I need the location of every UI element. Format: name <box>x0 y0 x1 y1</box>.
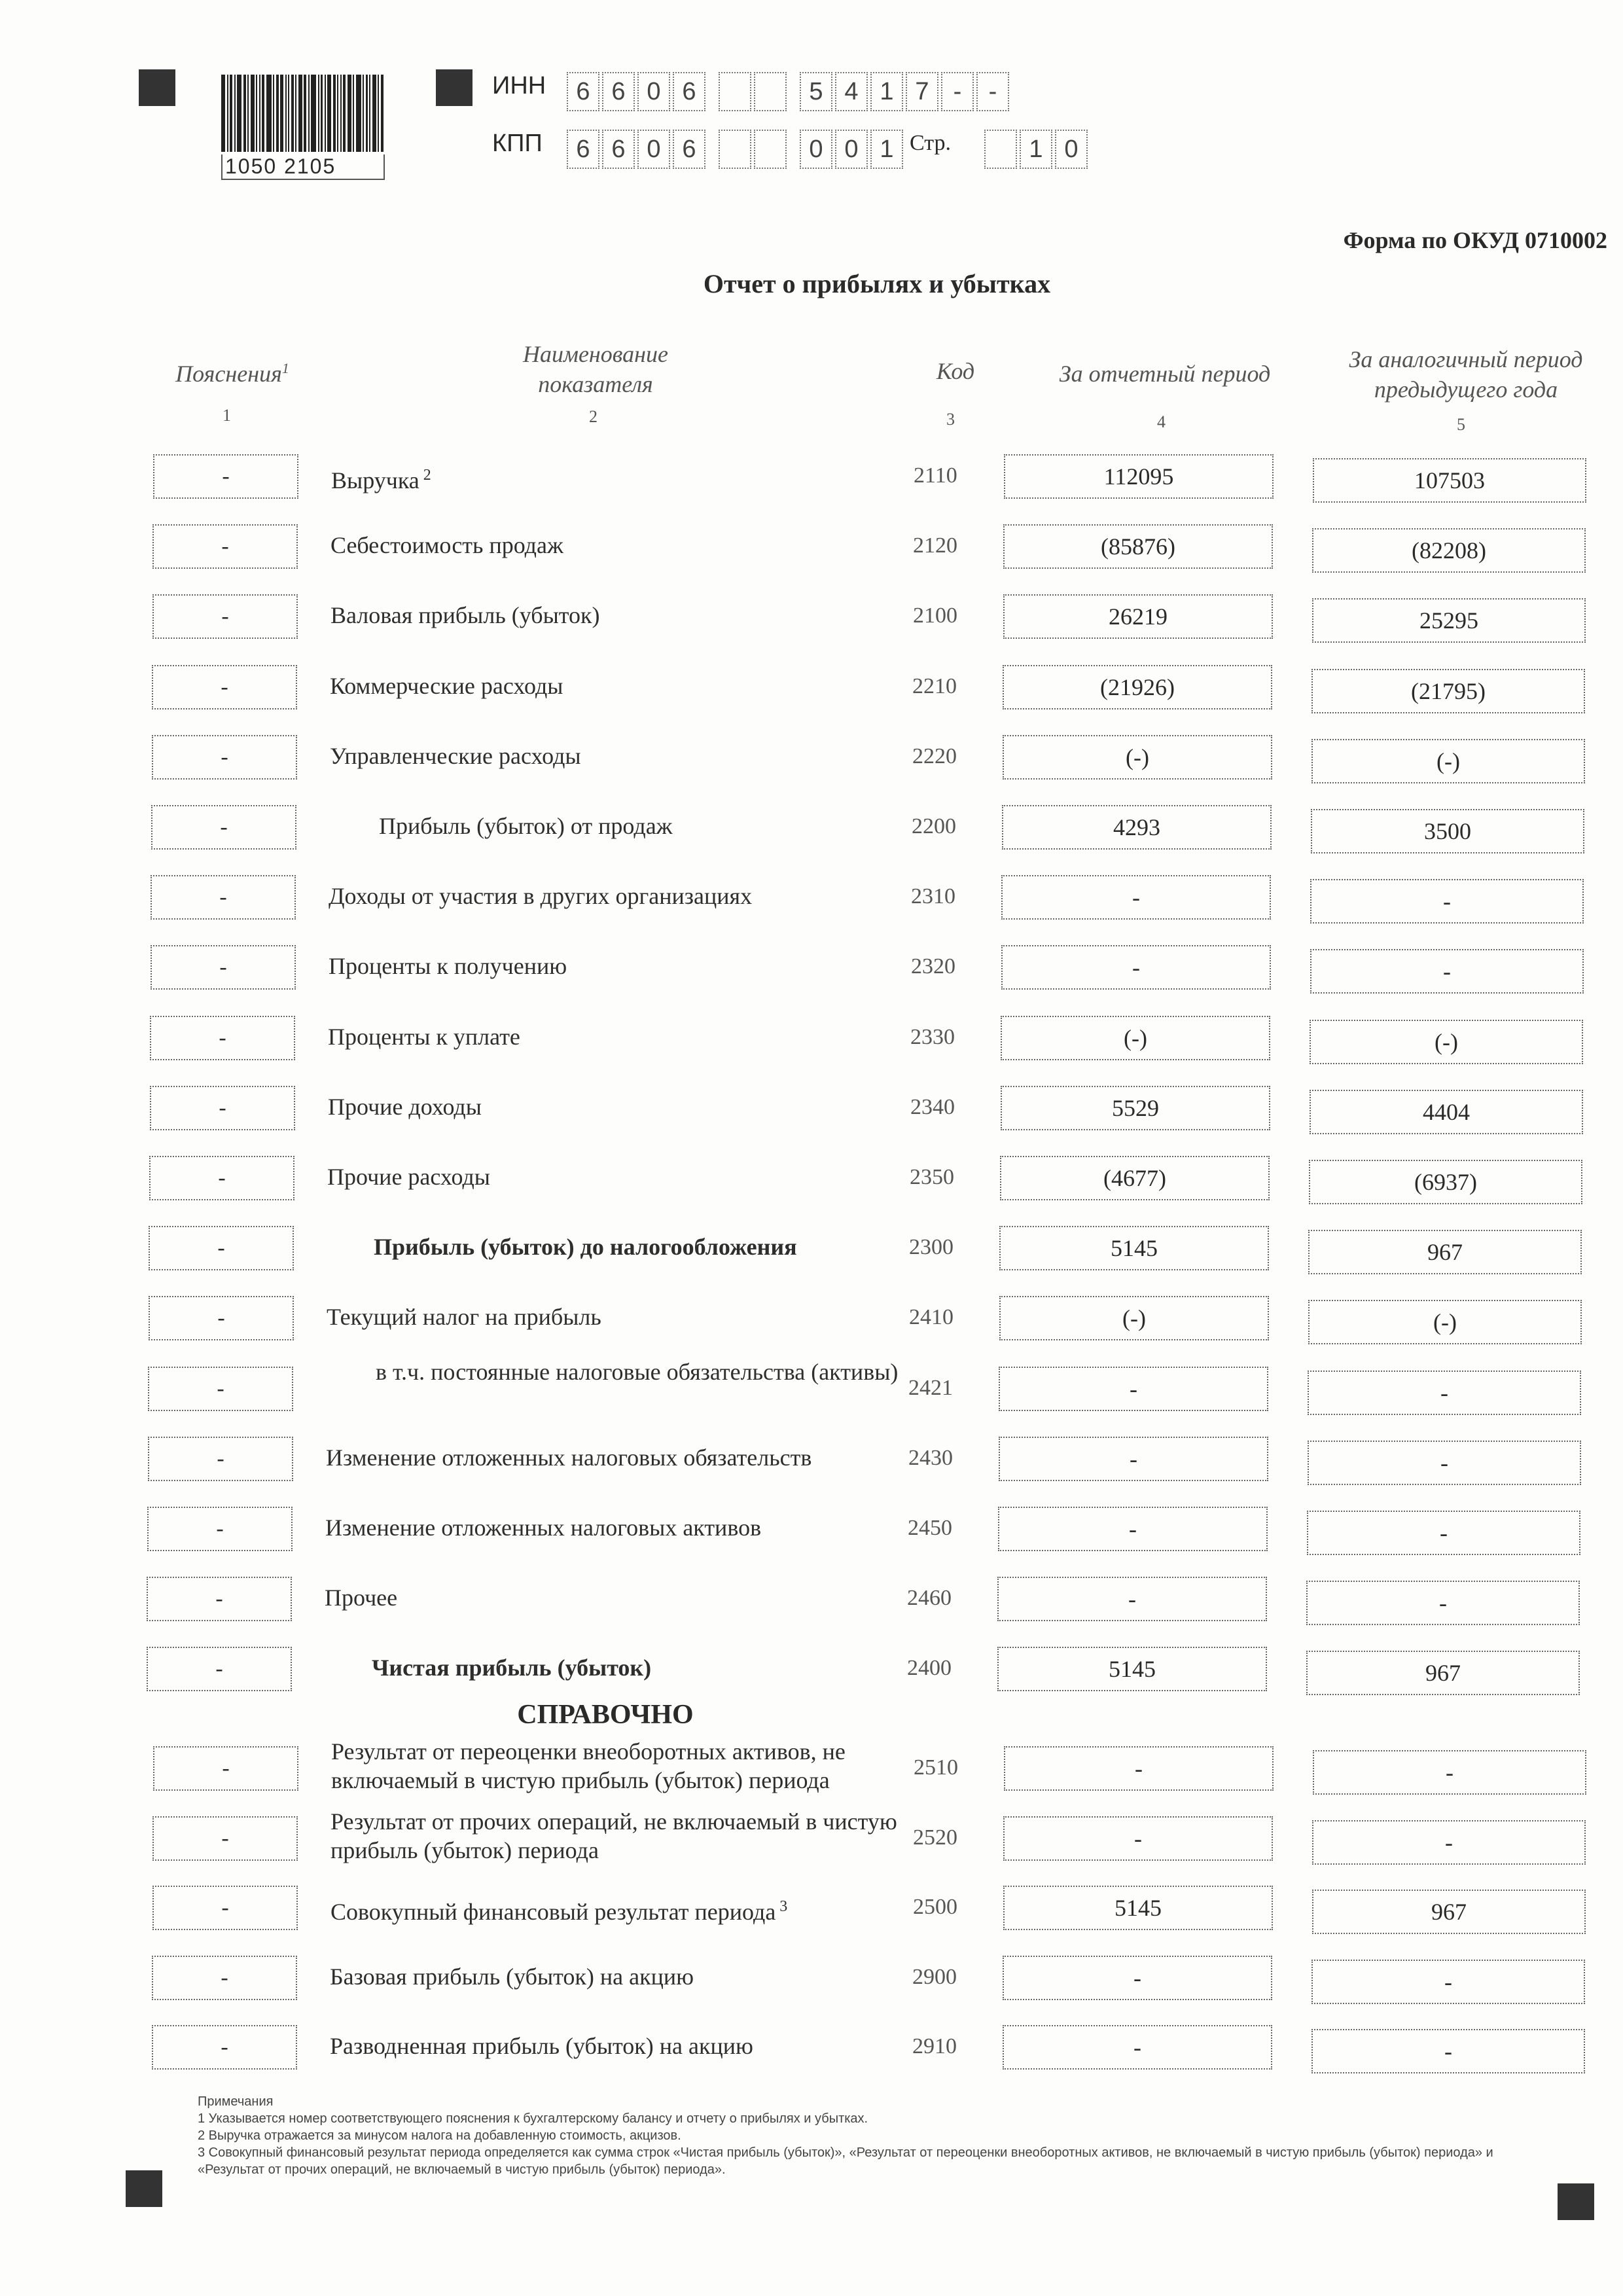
page-label: Стр. <box>910 131 952 155</box>
barcode-bar <box>308 75 310 152</box>
digit-cell: 6 <box>602 130 635 169</box>
report-row <box>0 735 1623 787</box>
indicator-text: Прочие расходы <box>327 1164 490 1190</box>
digit-cell: 6 <box>567 72 599 111</box>
col-header-code: Код <box>936 358 975 384</box>
value-previous-period: - <box>1310 949 1584 994</box>
line-code: 2220 <box>912 744 957 768</box>
indicator-text: Результат от переоценки внеоборотных активов, не включаемый в чистую прибыль (убыток) периода <box>331 1738 846 1793</box>
explanation-cell: - <box>152 1816 298 1861</box>
explanation-cell: - <box>151 945 296 990</box>
digit-cell: 1 <box>870 72 903 111</box>
barcode-bar <box>337 75 338 152</box>
value-current-period: 112095 <box>1004 454 1274 499</box>
report-row <box>0 1507 1623 1559</box>
value-current-period: (-) <box>1001 1016 1270 1060</box>
report-row <box>0 594 1623 647</box>
indicator-label <box>331 1737 907 1795</box>
explanation-cell: - <box>149 1296 294 1340</box>
explanation-cell: - <box>150 1086 295 1130</box>
barcode-bar <box>234 75 236 152</box>
value-previous-period: - <box>1308 1371 1581 1415</box>
explanation-cell: - <box>147 1647 292 1691</box>
line-code: 2330 <box>910 1024 955 1049</box>
indicator-text: Проценты к уплате <box>328 1023 520 1050</box>
report-row <box>0 1738 1623 1799</box>
line-code: 2500 <box>913 1895 957 1919</box>
digit-cell: - <box>976 72 1009 111</box>
indicator-label <box>330 672 866 700</box>
value-current-period: - <box>1003 2025 1272 2070</box>
report-row <box>0 1808 1623 1869</box>
digit-cell: 5 <box>800 72 832 111</box>
digit-cell: 6 <box>602 72 635 111</box>
indicator-label <box>376 1357 912 1386</box>
line-code: 2900 <box>912 1964 957 1989</box>
line-code: 2340 <box>910 1094 955 1119</box>
indicator-text: Выручка <box>331 467 419 493</box>
value-current-period: - <box>1001 945 1271 990</box>
digit-cell: 4 <box>835 72 868 111</box>
barcode-bar <box>356 75 361 152</box>
barcode-bar <box>227 75 228 152</box>
report-row <box>0 945 1623 997</box>
col-num-2: 2 <box>589 407 597 426</box>
indicator-text: Коммерческие расходы <box>330 672 563 699</box>
value-previous-period: - <box>1312 1820 1586 1865</box>
indicator-text: Базовая прибыль (убыток) на акцию <box>330 1963 694 1990</box>
barcode-bar <box>230 75 232 152</box>
line-code: 2300 <box>909 1235 954 1260</box>
indicator-text: в т.ч. постоянные налоговые обязательства (активы) <box>376 1358 899 1385</box>
col-header-indicator: Наименование показателя <box>522 341 669 397</box>
col-header-previous: За аналогичный период предыдущего года <box>1349 346 1583 403</box>
digit-cell: 6 <box>567 130 599 169</box>
indicator-label <box>327 1302 863 1331</box>
value-current-period: 5145 <box>999 1226 1269 1270</box>
line-code: 2210 <box>912 673 957 698</box>
barcode-bar <box>280 75 284 152</box>
value-previous-period: (21795) <box>1311 669 1585 713</box>
value-previous-period: - <box>1313 1750 1586 1795</box>
document-title: Отчет о прибылях и убытках <box>703 269 1051 298</box>
indicator-text: Валовая прибыль (убыток) <box>330 602 600 629</box>
report-row <box>0 1156 1623 1208</box>
value-current-period: - <box>1003 1956 1272 2000</box>
indicator-label <box>330 601 867 630</box>
report-row <box>0 1296 1623 1348</box>
value-current-period: 4293 <box>1002 805 1272 850</box>
barcode-bar <box>298 75 302 152</box>
barcode-bar <box>353 75 354 152</box>
footnote-2: 2 Выручка отражается за минусом налога на добавленную стоимость, акцизов. <box>198 2128 681 2143</box>
line-code: 2120 <box>913 533 957 558</box>
barcode-bar <box>291 75 294 152</box>
report-row <box>0 665 1623 717</box>
value-previous-period: 25295 <box>1312 598 1586 643</box>
barcode-bar <box>366 75 368 152</box>
line-code: 2520 <box>913 1825 957 1850</box>
barcode-bar <box>273 75 274 152</box>
value-previous-period: 4404 <box>1310 1090 1583 1134</box>
footnote-marker: 3 <box>779 1898 788 1915</box>
barcode-bars <box>221 75 385 152</box>
explanation-cell: - <box>152 594 298 639</box>
value-previous-period: 967 <box>1312 1890 1586 1934</box>
digit-cell <box>984 130 1017 169</box>
value-previous-period: - <box>1307 1511 1580 1555</box>
indicator-label <box>330 2032 906 2060</box>
report-row <box>0 1886 1623 1938</box>
report-row <box>0 1086 1623 1138</box>
report-row <box>0 524 1623 577</box>
indicator-text: Текущий налог на прибыль <box>327 1304 601 1331</box>
barcode-bar <box>321 75 323 152</box>
barcode-bar <box>363 75 364 152</box>
indicator-label <box>330 531 867 560</box>
barcode <box>221 75 385 179</box>
corner-marker-top-right <box>436 69 473 106</box>
report-row <box>0 454 1623 507</box>
barcode-bar <box>266 75 272 152</box>
line-code: 2910 <box>912 2034 957 2058</box>
footnote-1: 1 Указывается номер соответствующего пояснения к бухгалтерскому балансу и отчету о прибылях и убытках. <box>198 2111 868 2126</box>
report-row <box>0 1016 1623 1068</box>
barcode-bar <box>333 75 336 152</box>
value-current-period: - <box>999 1367 1268 1411</box>
report-row <box>0 805 1623 857</box>
line-code: 2400 <box>907 1656 952 1681</box>
barcode-bar <box>369 75 370 152</box>
indicator-text: Разводненная прибыль (убыток) на акцию <box>330 2033 753 2059</box>
explanation-cell: - <box>153 1746 298 1791</box>
digit-cell: 0 <box>800 130 832 169</box>
line-code: 2350 <box>910 1165 954 1189</box>
indicator-text: Совокупный финансовый результат периода <box>330 1899 776 1925</box>
value-current-period: (4677) <box>1000 1156 1270 1200</box>
barcode-bar <box>247 75 249 152</box>
barcode-bar <box>276 75 279 152</box>
form-okud-code: Форма по ОКУД 0710002 <box>1343 227 1607 253</box>
value-current-period: - <box>1003 1816 1273 1861</box>
explanation-cell: - <box>148 1437 293 1481</box>
indicator-text: Управленческие расходы <box>330 742 581 769</box>
barcode-bar <box>262 75 264 152</box>
explanation-cell: - <box>152 735 297 780</box>
value-previous-period: 107503 <box>1313 458 1586 503</box>
corner-marker-bottom-left <box>126 2170 162 2207</box>
report-row <box>0 1226 1623 1278</box>
digit-cell <box>719 130 751 169</box>
indicator-label <box>327 1162 864 1191</box>
indicator-text: Прочие доходы <box>328 1093 482 1120</box>
barcode-bar <box>381 75 383 152</box>
indicator-label <box>379 812 916 840</box>
section-title-reference: СПРАВОЧНО <box>517 1700 694 1730</box>
kpp-cells <box>567 130 906 169</box>
kpp-label: КПП <box>492 130 543 157</box>
corner-marker-bottom-right <box>1558 2183 1594 2220</box>
digit-cell: 0 <box>1055 130 1088 169</box>
footnotes <box>198 2093 1520 2178</box>
value-current-period: 5529 <box>1001 1086 1270 1130</box>
line-code: 2450 <box>908 1516 952 1540</box>
value-current-period: - <box>1001 875 1271 920</box>
barcode-bar <box>221 75 225 152</box>
col-header-explanations: Пояснения$^1$ <box>175 360 289 387</box>
line-code: 2410 <box>909 1305 954 1330</box>
explanation-cell: - <box>152 524 298 569</box>
indicator-label <box>328 1022 865 1051</box>
col-num-1: 1 <box>223 406 231 425</box>
page-cells <box>984 130 1090 169</box>
barcode-bar <box>243 75 246 152</box>
explanation-cell: - <box>149 1156 294 1200</box>
barcode-bar <box>295 75 296 152</box>
barcode-bar <box>318 75 319 152</box>
indicator-text: Прибыль (убыток) до налогообложения <box>374 1234 797 1261</box>
explanation-cell: - <box>151 875 296 920</box>
indicator-label <box>331 461 868 495</box>
report-row <box>0 1577 1623 1629</box>
indicator-label <box>328 1092 865 1121</box>
value-previous-period: 3500 <box>1311 809 1584 853</box>
digit-cell <box>754 130 787 169</box>
value-previous-period: 967 <box>1306 1651 1580 1695</box>
digit-cell <box>754 72 787 111</box>
indicator-text: Чистая прибыль (убыток) <box>372 1655 652 1681</box>
line-code: 2100 <box>913 603 957 628</box>
indicator-label <box>325 1583 861 1612</box>
col-num-5: 5 <box>1457 415 1465 434</box>
explanation-cell: - <box>153 454 298 499</box>
indicator-text: Доходы от участия в других организациях <box>329 883 753 910</box>
value-previous-period: (-) <box>1310 1020 1583 1064</box>
value-previous-period: (-) <box>1308 1300 1582 1344</box>
explanation-cell: - <box>152 1886 298 1930</box>
explanation-cell: - <box>152 2025 297 2070</box>
col-header-current: За отчетный период <box>1059 361 1271 387</box>
barcode-bar <box>372 75 376 152</box>
indicator-text: Прибыль (убыток) от продаж <box>379 813 673 839</box>
barcode-bar <box>288 75 289 152</box>
barcode-bar <box>251 75 255 152</box>
report-row <box>0 1956 1623 2008</box>
indicator-text: Результат от прочих операций, не включаемый в чистую прибыль (убыток) периода <box>330 1808 897 1863</box>
digit-cell: 6 <box>673 130 705 169</box>
barcode-bar <box>378 75 379 152</box>
report-row <box>0 875 1623 927</box>
footnote-marker: 2 <box>423 467 431 484</box>
value-previous-period: (82208) <box>1312 528 1586 573</box>
value-current-period: - <box>998 1507 1268 1551</box>
barcode-bar <box>343 75 346 152</box>
explanation-cell: - <box>152 665 297 709</box>
barcode-bar <box>325 75 326 152</box>
line-code: 2421 <box>908 1375 953 1400</box>
indicator-label <box>325 1513 862 1542</box>
indicator-label <box>330 1962 906 1991</box>
value-previous-period: (-) <box>1311 739 1585 783</box>
line-code: 2460 <box>907 1586 952 1611</box>
digit-cell: 0 <box>637 72 670 111</box>
indicator-label <box>330 1807 906 1865</box>
value-current-period: (21926) <box>1003 665 1272 709</box>
corner-marker-top-left <box>139 69 175 106</box>
inn-label: ИНН <box>492 72 546 99</box>
explanation-cell: - <box>148 1367 293 1411</box>
inn-cells <box>567 72 1012 111</box>
barcode-bar <box>285 75 287 152</box>
value-current-period: 5145 <box>1003 1886 1273 1930</box>
value-current-period: - <box>1004 1746 1274 1791</box>
barcode-bar <box>256 75 257 152</box>
line-code: 2310 <box>911 884 955 909</box>
indicator-text: Проценты к получению <box>329 953 567 980</box>
explanation-cell: - <box>149 1226 294 1270</box>
barcode-bar <box>348 75 351 152</box>
digit-cell: 0 <box>835 130 868 169</box>
digit-cell: 7 <box>906 72 938 111</box>
value-current-period: 26219 <box>1003 594 1273 639</box>
report-row <box>0 2025 1623 2077</box>
digit-cell <box>719 72 751 111</box>
col-num-3: 3 <box>946 410 955 429</box>
line-code: 2510 <box>914 1755 958 1780</box>
barcode-number: 1050 2105 <box>221 154 385 180</box>
indicator-label <box>330 1892 906 1926</box>
digit-cell: 0 <box>637 130 670 169</box>
indicator-label <box>372 1653 908 1682</box>
report-row <box>0 1647 1623 1699</box>
digit-cell: 1 <box>870 130 903 169</box>
indicator-label <box>329 882 865 910</box>
value-previous-period: - <box>1310 879 1584 924</box>
value-current-period: - <box>997 1577 1267 1621</box>
barcode-bar <box>259 75 260 152</box>
indicator-text: Изменение отложенных налоговых обязательств <box>326 1444 812 1471</box>
indicator-label <box>374 1232 910 1261</box>
value-current-period: (-) <box>1003 735 1272 780</box>
footnote-3: 3 Совокупный финансовый результат периода определяется как сумма строк «Чистая прибыль (убыток)», «Результат от переоценки внеоборотных активов, не включаемый в чистую прибыль (убыток) периода» и «Результат от прочих операций, не включаемый в чистую прибыль (убыток) периода». <box>198 2145 1493 2177</box>
line-code: 2200 <box>912 814 956 838</box>
value-previous-period: 967 <box>1308 1230 1582 1274</box>
barcode-bar <box>304 75 306 152</box>
barcode-bar <box>327 75 331 152</box>
explanation-cell: - <box>151 805 296 850</box>
digit-cell: 6 <box>673 72 705 111</box>
value-current-period: - <box>999 1437 1268 1481</box>
explanation-cell: - <box>147 1577 292 1621</box>
indicator-label <box>329 952 865 980</box>
indicator-text: Прочее <box>325 1585 398 1611</box>
value-previous-period: - <box>1311 1960 1585 2004</box>
digit-cell: - <box>941 72 974 111</box>
explanation-cell: - <box>147 1507 293 1551</box>
line-code: 2320 <box>911 954 955 979</box>
footnotes-heading: Примечания <box>198 2094 274 2109</box>
value-current-period: 5145 <box>997 1647 1267 1691</box>
barcode-bar <box>311 75 316 152</box>
line-code: 2110 <box>914 463 957 488</box>
value-previous-period: - <box>1308 1441 1581 1485</box>
value-current-period: (-) <box>999 1296 1269 1340</box>
value-previous-period: - <box>1311 2029 1585 2073</box>
col-num-4: 4 <box>1157 412 1166 431</box>
value-previous-period: - <box>1306 1581 1580 1625</box>
value-previous-period: (6937) <box>1309 1160 1582 1204</box>
report-row <box>0 1358 1623 1419</box>
digit-cell: 1 <box>1020 130 1052 169</box>
explanation-cell: - <box>152 1956 297 2000</box>
value-current-period: (85876) <box>1003 524 1273 569</box>
barcode-bar <box>237 75 242 152</box>
line-code: 2430 <box>908 1445 953 1470</box>
indicator-text: Изменение отложенных налоговых активов <box>325 1515 762 1541</box>
indicator-text: Себестоимость продаж <box>330 532 563 559</box>
indicator-label <box>326 1443 863 1472</box>
indicator-label <box>330 742 866 770</box>
barcode-bar <box>340 75 342 152</box>
explanation-cell: - <box>150 1016 295 1060</box>
report-row <box>0 1437 1623 1489</box>
